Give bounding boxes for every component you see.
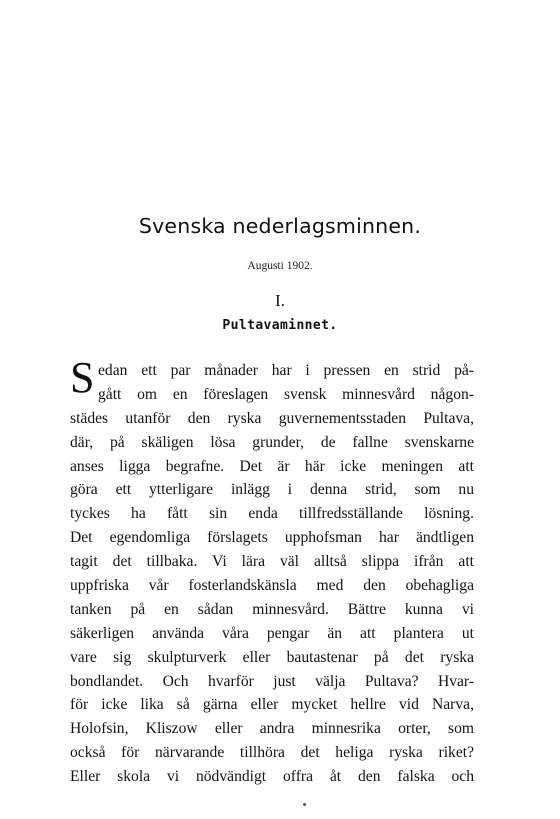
text-line: där, på skäligen lösa grunder, de fallne svenskarne (70, 433, 474, 451)
document-title: Svenska nederlagsminnen. (138, 214, 422, 238)
text-line: säkerligen använda våra pengar än att plantera ut (70, 624, 474, 642)
text-line: tyckes ha fått sin enda tillfredsställande lösning. (70, 505, 474, 523)
document-date: Augusti 1902. (247, 260, 313, 272)
text-line: vare sig skulpturverk eller bautastenar på det ryska (70, 648, 474, 666)
section-title: Pultavaminnet. (222, 318, 338, 333)
section-number: I. (275, 291, 285, 310)
text-line: bondlandet. Och hvarför just välja Pultava? Hvar- (70, 672, 474, 690)
text-line: Holofsin, Kliszow eller andra minnesrika orter, som (70, 720, 474, 738)
drop-cap: S (70, 353, 95, 402)
text-line: Det egendomliga förslagets upphofsman har ändtligen (70, 529, 474, 547)
footer-mark (303, 803, 306, 806)
text-line: anses ligga begrafne. Det är här icke meningen att (70, 457, 474, 475)
text-line: också för närvarande tillhöra det heliga ryska riket? (70, 744, 474, 762)
text-line: Eller skola vi nödvändigt offra åt den falska och (70, 768, 474, 786)
text-line: städes utanför den ryska guvernementsstaden Pultava, (70, 409, 474, 427)
text-line: edan ett par månader har i pressen en strid på- (98, 362, 474, 379)
text-line: uppfriska vår fosterlandskänsla med den obehagliga (70, 577, 474, 595)
body-text (70, 359, 474, 789)
text-line: gått om en föreslagen svensk minnesvård någon- (98, 385, 474, 403)
text-line: tagit det tillbaka. Vi lära väl alltså slippa ifrån att (70, 553, 474, 571)
text-line: göra ett ytterligare inlägg i denna strid, som nu (70, 481, 474, 499)
text-line: tanken på en sådan minnesvård. Bättre kunna vi (70, 600, 474, 618)
text-line: för icke lika så gärna eller mycket hellre vid Narva, (70, 696, 474, 714)
